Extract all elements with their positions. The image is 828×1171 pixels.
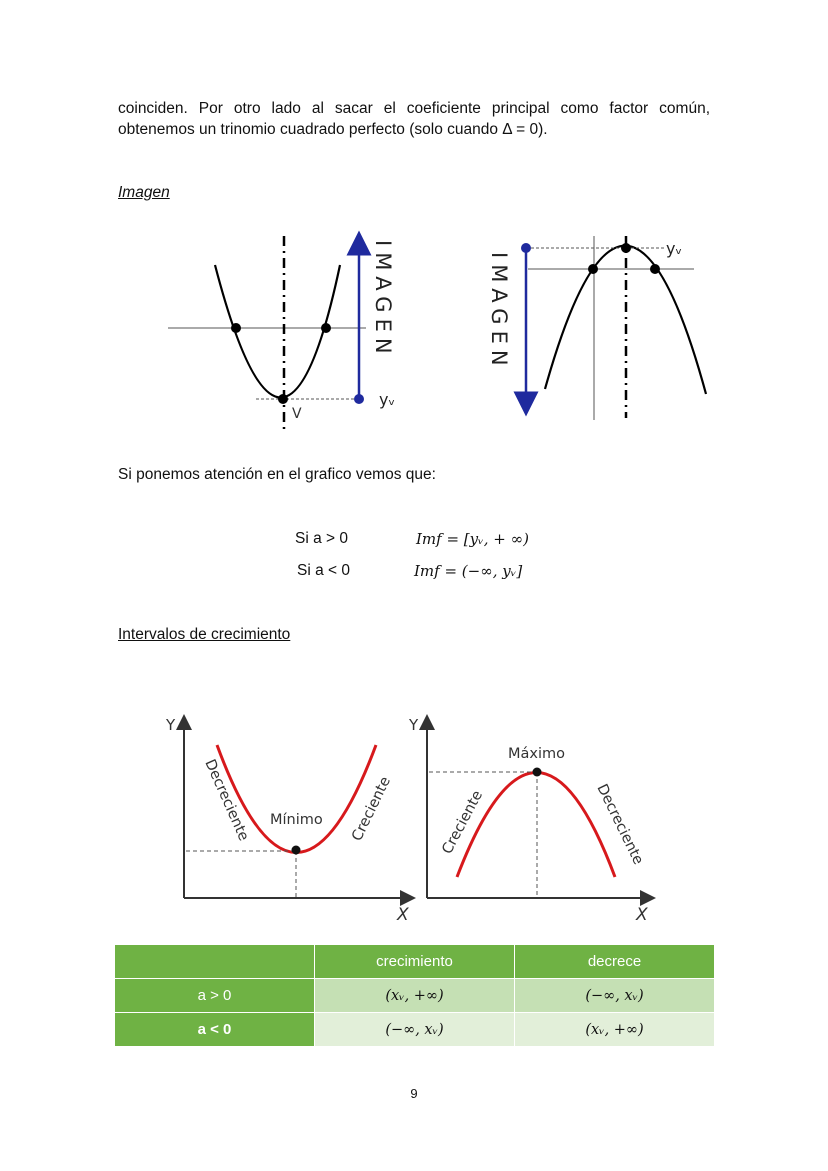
max-parabola	[457, 773, 615, 878]
vertex-point	[621, 243, 631, 253]
vertex-point	[278, 394, 288, 404]
minimum-chart	[165, 716, 409, 925]
cell-decrece: (xᵥ, +∞)	[515, 1013, 715, 1047]
intervals-heading: Intervalos de crecimiento	[118, 626, 291, 643]
yv-point	[521, 243, 531, 253]
maximum-chart	[408, 716, 648, 925]
intro-line-1: coinciden. Por otro lado al sacar el coeficiente principal como factor común,	[118, 100, 710, 117]
row-label: a < 0	[115, 1013, 315, 1047]
y-axis-label: Y	[409, 716, 419, 734]
imagen-heading: Imagen	[118, 184, 170, 201]
decreasing-label: Decreciente	[201, 757, 252, 844]
upward-parabola-graph	[168, 236, 395, 434]
increasing-label: Creciente	[439, 788, 487, 857]
x-axis-label: X	[397, 905, 409, 925]
root-point	[588, 264, 598, 274]
formula-negative: Imf = (−∞, yᵥ]	[414, 562, 523, 580]
min-parabola	[217, 745, 376, 853]
root-point	[650, 264, 660, 274]
root-point	[321, 323, 331, 333]
min-point	[292, 846, 301, 855]
y-axis-label: Y	[166, 716, 176, 734]
observation-text: Si ponemos atención en el grafico vemos que:	[118, 466, 436, 483]
cell-decrece: (−∞, xᵥ)	[515, 979, 715, 1013]
decreasing-label: Decreciente	[593, 781, 647, 868]
row-label: a > 0	[115, 979, 315, 1013]
maximum-label: Máximo	[508, 746, 566, 762]
yv-label: yᵥ	[666, 239, 683, 258]
root-point	[231, 323, 241, 333]
imagen-vertical-label: IMAGEN	[371, 240, 395, 360]
intro-line-2: obtenemos un trinomio cuadrado perfecto (solo cuando Δ = 0).	[118, 121, 548, 138]
table-row	[115, 979, 715, 1013]
downward-parabola	[545, 246, 706, 394]
yv-label: yᵥ	[379, 390, 396, 409]
downward-parabola-graph	[487, 236, 706, 420]
cell-crecimiento: (xᵥ, +∞)	[315, 979, 515, 1013]
upward-parabola	[215, 265, 340, 398]
table-header	[115, 945, 315, 979]
vertex-label: V	[292, 406, 302, 422]
x-axis-label: X	[636, 905, 648, 925]
intro-paragraph	[118, 98, 710, 140]
condition-positive: Si a > 0	[295, 530, 348, 547]
growth-table	[114, 944, 715, 1047]
table-row	[115, 1013, 715, 1047]
imagen-vertical-label: IMAGEN	[487, 252, 511, 372]
minimum-label: Mínimo	[270, 812, 323, 828]
page-number: 9	[410, 1086, 418, 1101]
max-point	[533, 768, 542, 777]
increasing-label: Creciente	[349, 774, 395, 844]
table-header-row	[115, 945, 715, 979]
yv-point	[354, 394, 364, 404]
table-header: crecimiento	[315, 945, 515, 979]
condition-negative: Si a < 0	[297, 562, 350, 579]
cell-crecimiento: (−∞, xᵥ)	[315, 1013, 515, 1047]
formula-positive: Imf = [yᵥ, + ∞)	[416, 530, 529, 548]
table-header: decrece	[515, 945, 715, 979]
